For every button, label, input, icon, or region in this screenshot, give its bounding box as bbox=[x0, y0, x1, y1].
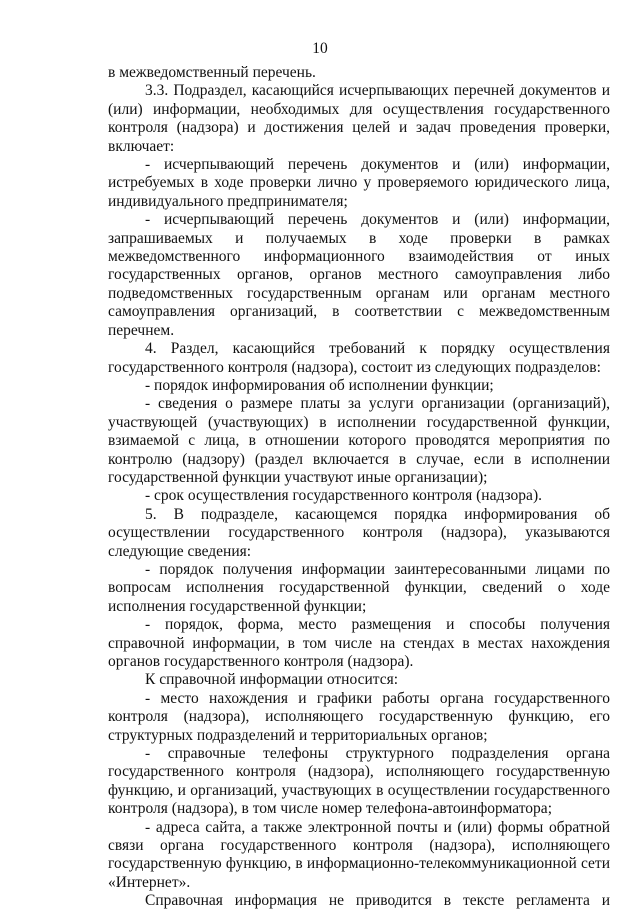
paragraph: Справочная информация не приводится в тексте регламента и bbox=[145, 892, 610, 910]
paragraph: - адреса сайта, а также электронной почты и (или) формы обратной связи органа государственного контроля (надзора), исполняющего государственную функцию, в информационно-телекоммуникационной сети «Интернет». bbox=[108, 818, 610, 891]
document-body bbox=[108, 64, 610, 911]
paragraph: - исчерпывающий перечень документов и (или) информации, запрашиваемых и получаемых в ходе проверки в рамках межведомственного информационного взаимодействия от иных государственных органов, органов местного самоуправления либо подведомственных государственным органам или органам местного самоуправления организаций, в соответствии с межведомственным перечнем. bbox=[108, 211, 610, 339]
paragraph: - срок осуществления государственного контроля (надзора). bbox=[145, 487, 542, 505]
paragraph: - порядок получения информации заинтересованными лицами по вопросам исполнения государственной функции, сведений о ходе исполнения государственной функции; bbox=[108, 560, 610, 615]
paragraph: - порядок информирования об исполнении функции; bbox=[145, 376, 494, 394]
paragraph: - исчерпывающий перечень документов и (или) информации, истребуемых в ходе проверки лично у проверяемого юридического лица, индивидуального предпринимателя; bbox=[108, 156, 610, 210]
page-number: 10 bbox=[312, 40, 328, 57]
paragraph: 5. В подразделе, касающемся порядка информирования об осуществлении государственного контроля (надзора), указываются следующие сведения: bbox=[108, 505, 610, 560]
paragraph: - место нахождения и графики работы органа государственного контроля (надзора), исполняющего государственную функцию, его структурных подразделений и территориальных органов; bbox=[108, 689, 610, 744]
paragraph: 3.3. Подраздел, касающийся исчерпывающих перечней документов и (или) информации, необходимых для осуществления государственного контроля (надзора) и достижения целей и задач проведения проверки, включает: bbox=[108, 82, 610, 155]
paragraph: - сведения о размере платы за услуги организации (организаций), участвующей (участвующих) в исполнении государственной функции, взимаемой с лица, в отношении которого проводятся мероприятия по контролю (надзору) (раздел включается в случае, если в исполнении государственной функции участвуют иные организации); bbox=[108, 395, 610, 486]
paragraph: К справочной информации относится: bbox=[145, 671, 399, 689]
paragraph: в межведомственный перечень. bbox=[108, 64, 316, 81]
paragraph: - порядок, форма, место размещения и способы получения справочной информации, в том числе на стендах в местах нахождения органов государственного контроля (надзора). bbox=[108, 616, 610, 670]
paragraph: - справочные телефоны структурного подразделения органа государственного контроля (надзора), исполняющего государственную функцию, и организаций, участвующих в осуществлении государственного контроля (надзора), в том числе номер телефона-автоинформатора; bbox=[108, 745, 610, 818]
paragraph: 4. Раздел, касающийся требований к порядку осуществления государственного контроля (надзора), состоит из следующих подразделов: bbox=[108, 340, 610, 376]
